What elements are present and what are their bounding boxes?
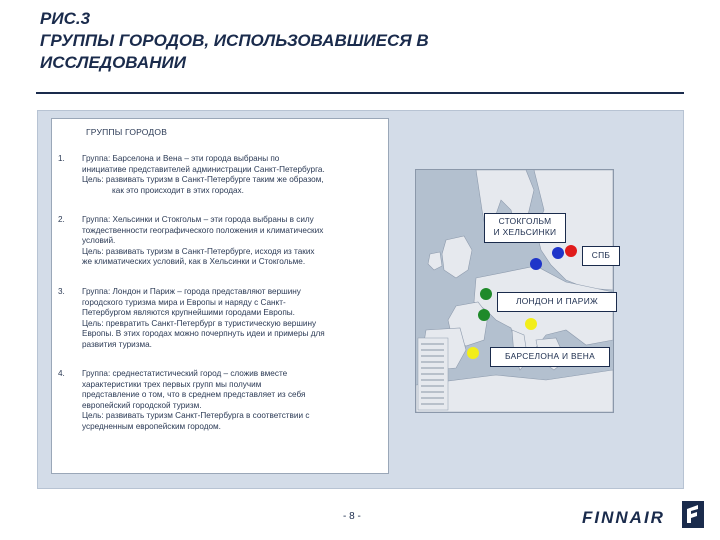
marker-london: [480, 288, 492, 300]
item-line: характеристики трех первых групп мы получим: [82, 379, 262, 389]
europe-map: [415, 169, 614, 413]
item-line: Группа: Хельсинки и Стокгольм – эти города выбраны в силу: [82, 215, 314, 224]
marker-paris: [478, 309, 490, 321]
item-line: Цель: развивать туризм в Санкт-Петербурге таким же образом,: [82, 175, 324, 184]
page-number: - 8 -: [343, 511, 361, 522]
marker-spb: [565, 245, 577, 257]
item-line: тождественности географического положения и климатических: [82, 225, 324, 235]
title-divider: [36, 92, 684, 94]
logo-mark-icon: [682, 501, 704, 528]
item-line: Группа: среднестатистический город – сложив вместе: [82, 369, 288, 378]
item-line: усредненным европейским городом.: [82, 421, 221, 431]
item-line: условий.: [82, 236, 116, 245]
label-london-paris: ЛОНДОН И ПАРИЖ: [497, 292, 617, 312]
label-stockholm-helsinki: [484, 213, 566, 243]
item-line: Цель: превратить Санкт-Петербург в туристическую вершину: [82, 318, 317, 328]
item-line: европейский городской туризм.: [82, 400, 202, 410]
marker-barcelona: [467, 347, 479, 359]
title-line-1: РИС.3: [40, 9, 91, 28]
europe-map-drawing: [416, 170, 613, 412]
label-line: И ХЕЛЬСИНКИ: [493, 227, 557, 237]
item-line: Цель: развивать туризм в Санкт-Петербурге, исходя из таких: [82, 246, 315, 256]
finnair-logo: [582, 501, 702, 531]
label-barcelona-vienna: БАРСЕЛОНА И ВЕНА: [490, 347, 610, 367]
city-groups-box: [51, 118, 389, 474]
item-line: развития туризма.: [82, 339, 152, 349]
item-line: Цель: развивать туризм Санкт-Петербурга в соответствии с: [82, 411, 310, 420]
label-line: СТОКГОЛЬМ: [498, 216, 552, 226]
logo-text: FINNAIR: [582, 508, 665, 527]
item-line: Группа: Лондон и Париж – города представляют вершину: [82, 287, 301, 296]
label-spb: СПБ: [582, 246, 620, 266]
marker-vienna: [525, 318, 537, 330]
item-line: инициативе представителей администрации Санкт-Петербурга.: [82, 164, 325, 174]
slide-title: [40, 8, 680, 74]
item-number: 2.: [58, 215, 65, 224]
item-number: 1.: [58, 154, 65, 163]
item-line: же климатических условий, как в Хельсинки и Стокгольме.: [82, 257, 306, 266]
item-line: как это происходит в этих городах.: [112, 185, 244, 195]
item-number: 3.: [58, 287, 65, 296]
item-line: Группа: Барселона и Вена – эти города выбраны по: [82, 154, 280, 163]
box-heading: ГРУППЫ ГОРОДОВ: [86, 127, 168, 137]
marker-stockholm: [530, 258, 542, 270]
marker-helsinki: [552, 247, 564, 259]
item-line: представление о том, что в среднем представляет из себя: [82, 390, 306, 399]
title-line-3: ИССЛЕДОВАНИИ: [40, 53, 186, 72]
item-line: городского туризма мира и Европы и наряду с Санкт-: [82, 297, 286, 307]
item-number: 4.: [58, 369, 65, 378]
title-line-2: ГРУППЫ ГОРОДОВ, ИСПОЛЬЗОВАВШИЕСЯ В: [40, 31, 429, 50]
item-line: Петербургом являются крупнейшими городами Европы.: [82, 308, 295, 317]
item-line: Европы. В этих городах можно почерпнуть идеи и примеры для: [82, 329, 325, 338]
